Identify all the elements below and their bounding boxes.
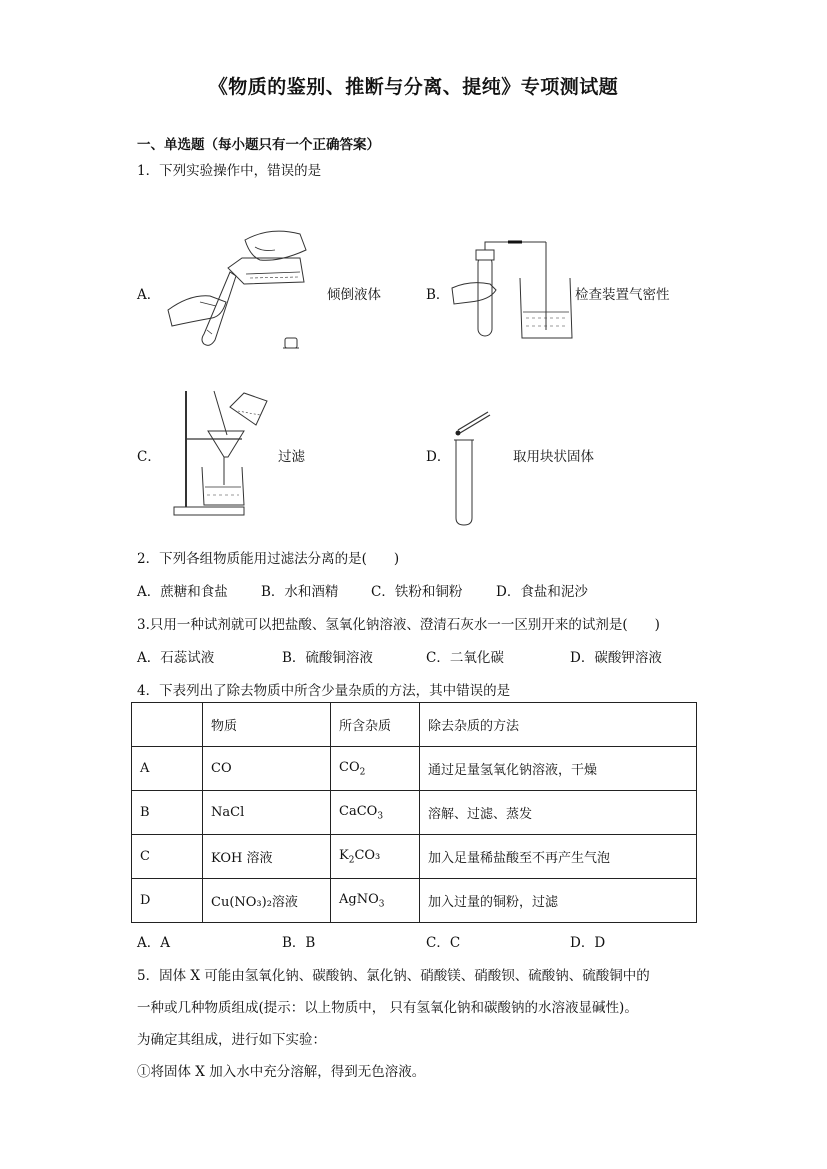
solid-sampling-figure <box>450 410 495 528</box>
table-row <box>132 879 697 923</box>
table-row <box>132 835 697 879</box>
substance-cell: CO <box>203 747 331 791</box>
substance-cell: KOH 溶液 <box>203 835 331 879</box>
impurity-cell: CaCO$_3$ <box>331 791 420 835</box>
method-cell: 溶解、过滤、蒸发 <box>420 791 697 835</box>
method-cell: 加入足量稀盐酸至不再产生气泡 <box>420 835 697 879</box>
impurity-cell: $CO_2$ <box>331 747 420 791</box>
table-header-cell: 物质 <box>203 703 331 747</box>
table-header-cell <box>132 703 203 747</box>
q1-option-a-letter: A． <box>137 287 161 303</box>
impurity-table <box>131 702 697 923</box>
q1-option-d-letter: D． <box>426 449 451 465</box>
question-2-stem: 2．下列各组物质能用过滤法分离的是( ) <box>137 551 400 567</box>
q1-option-b-caption: 检查装置气密性 <box>575 287 670 303</box>
row-label: D <box>132 879 203 923</box>
q3-option-c: C．二氧化碳 <box>426 650 504 666</box>
q1-option-a-caption: 倾倒液体 <box>327 287 381 303</box>
q2-option-b: B．水和酒精 <box>261 584 339 600</box>
q1-option-c-caption: 过滤 <box>278 449 305 465</box>
table-header-cell: 所含杂质 <box>331 703 420 747</box>
q3-option-b: B．硫酸铜溶液 <box>282 650 373 666</box>
substance-cell: Cu(NO₃)₂溶液 <box>203 879 331 923</box>
method-cell: 通过足量氢氧化钠溶液，干燥 <box>420 747 697 791</box>
substance-cell: NaCl <box>203 791 331 835</box>
row-label: B <box>132 791 203 835</box>
question-5-line-2: 一种或几种物质组成(提示：以上物质中， 只有氢氧化钠和碳酸钠的水溶液显碱性)。 <box>137 1000 638 1016</box>
impurity-cell: $K_2CO_3$ <box>331 835 420 879</box>
q2-option-c: C．铁粉和铜粉 <box>371 584 463 600</box>
q2-option-d: D．食盐和泥沙 <box>496 584 588 600</box>
table-row <box>132 791 697 835</box>
q1-option-d-caption: 取用块状固体 <box>513 449 594 465</box>
question-5-line-3: 为确定其组成，进行如下实验： <box>137 1032 326 1048</box>
q1-option-b-letter: B． <box>426 287 450 303</box>
method-cell: 加入过量的铜粉，过滤 <box>420 879 697 923</box>
table-header-cell: 除去杂质的方法 <box>420 703 697 747</box>
row-label: C <box>132 835 203 879</box>
airtightness-check-figure <box>450 238 575 343</box>
filtration-figure <box>172 385 277 520</box>
question-5-line-1: 5．固体 X 可能由氢氧化钠、碳酸钠、氯化钠、硝酸镁、硝酸钡、硫酸钠、硫酸铜中的 <box>137 968 650 984</box>
page-title: 《物质的鉴别、推断与分离、提纯》专项测试题 <box>208 76 619 98</box>
q3-option-d: D．碳酸钾溶液 <box>570 650 662 666</box>
q1-option-c-letter: C． <box>137 449 161 465</box>
pouring-liquid-figure <box>160 222 310 357</box>
q2-option-a: A．蔗糖和食盐 <box>137 584 228 600</box>
section-heading: 一、单选题（每小题只有一个正确答案） <box>137 137 380 153</box>
q4-option-b: B．B <box>282 935 316 951</box>
q4-option-d: D．D <box>570 935 606 951</box>
question-4-stem: 4．下表列出了除去物质中所含少量杂质的方法，其中错误的是 <box>137 683 511 699</box>
q3-option-a: A．石蕊试液 <box>137 650 215 666</box>
q4-option-a: A．A <box>137 935 170 951</box>
question-5-line-4: ①将固体 X 加入水中充分溶解，得到无色溶液。 <box>137 1064 426 1080</box>
table-row <box>132 747 697 791</box>
table-header-row <box>132 703 697 747</box>
question-1-stem: 1．下列实验操作中，错误的是 <box>137 163 322 179</box>
row-label: A <box>132 747 203 791</box>
question-3-stem: 3.只用一种试剂就可以把盐酸、氢氧化钠溶液、澄清石灰水一一区别开来的试剂是( ) <box>137 617 660 633</box>
impurity-cell: AgNO$_3$ <box>331 879 420 923</box>
q4-option-c: C．C <box>426 935 461 951</box>
